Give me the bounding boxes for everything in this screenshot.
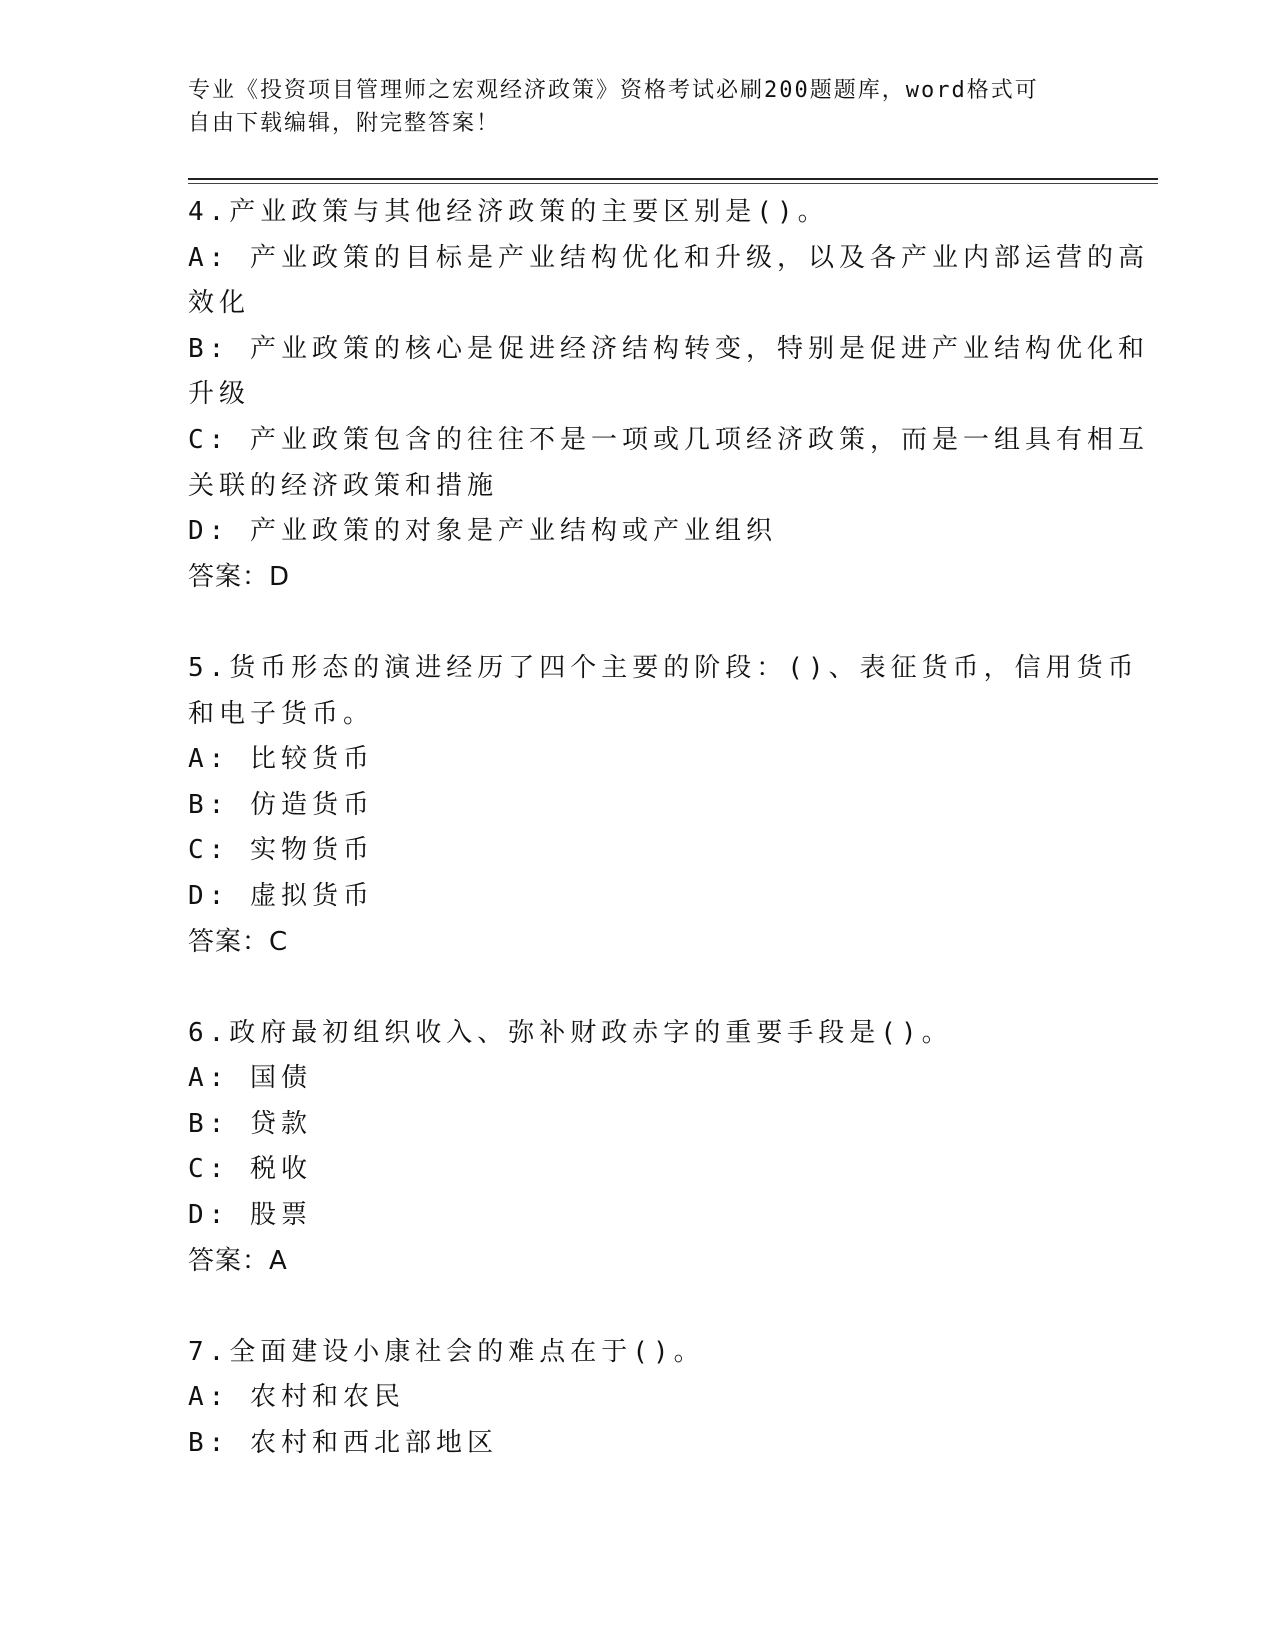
- header-divider-thick: [188, 178, 1158, 180]
- option-line: 关联的经济政策和措施: [188, 470, 499, 501]
- option-line: C: 税收: [188, 1154, 312, 1185]
- option-line: B: 仿造货币: [188, 789, 374, 820]
- question-block: [188, 1011, 1088, 1285]
- option-line: D: 产业政策的对象是产业结构或产业组织: [188, 516, 777, 547]
- header-line-2: 自由下载编辑，附完整答案！: [188, 111, 501, 136]
- question-stem-line: 6.政府最初组织收入、弥补财政赤字的重要手段是()。: [188, 1017, 953, 1048]
- question-stem-line: 5.货币形态的演进经历了四个主要的阶段：()、表征货币，信用货币: [188, 652, 1139, 683]
- document-header: [188, 74, 1088, 140]
- question-spacer: [188, 965, 1088, 1011]
- answer-line: 答案：A: [188, 1245, 288, 1276]
- option-line: B: 产业政策的核心是促进经济结构转变，特别是促进产业结构优化和: [188, 333, 1149, 364]
- header-line-1: 专业《投资项目管理师之宏观经济政策》资格考试必刷200题题库，word格式可: [188, 78, 1039, 103]
- option-line: 升级: [188, 379, 251, 410]
- question-stem-line: 和电子货币。: [188, 698, 375, 729]
- question-list: [188, 190, 1149, 1467]
- answer-line: 答案：C: [188, 926, 289, 957]
- option-line: D: 虚拟货币: [188, 880, 374, 911]
- option-line: A: 产业政策的目标是产业结构优化和升级，以及各产业内部运营的高: [188, 242, 1149, 273]
- question-block: [188, 646, 1139, 965]
- option-line: A: 国债: [188, 1063, 312, 1094]
- option-line: A: 比较货币: [188, 744, 374, 775]
- answer-line: 答案：D: [188, 561, 291, 592]
- option-line: C: 实物货币: [188, 835, 374, 866]
- option-line: C: 产业政策包含的往往不是一项或几项经济政策，而是一组具有相互: [188, 424, 1149, 455]
- option-line: B: 贷款: [188, 1108, 312, 1139]
- question-stem-line: 7.全面建设小康社会的难点在于()。: [188, 1336, 705, 1367]
- header-divider-thin: [188, 183, 1158, 184]
- question-block: [188, 1330, 1088, 1467]
- question-block: [188, 190, 1149, 600]
- option-line: B: 农村和西北部地区: [188, 1428, 498, 1459]
- option-line: A: 农村和农民: [188, 1382, 405, 1413]
- option-line: 效化: [188, 288, 251, 319]
- option-line: D: 股票: [188, 1200, 312, 1231]
- question-spacer: [188, 1284, 1088, 1330]
- question-stem-line: 4.产业政策与其他经济政策的主要区别是()。: [188, 197, 829, 227]
- question-spacer: [188, 600, 1088, 646]
